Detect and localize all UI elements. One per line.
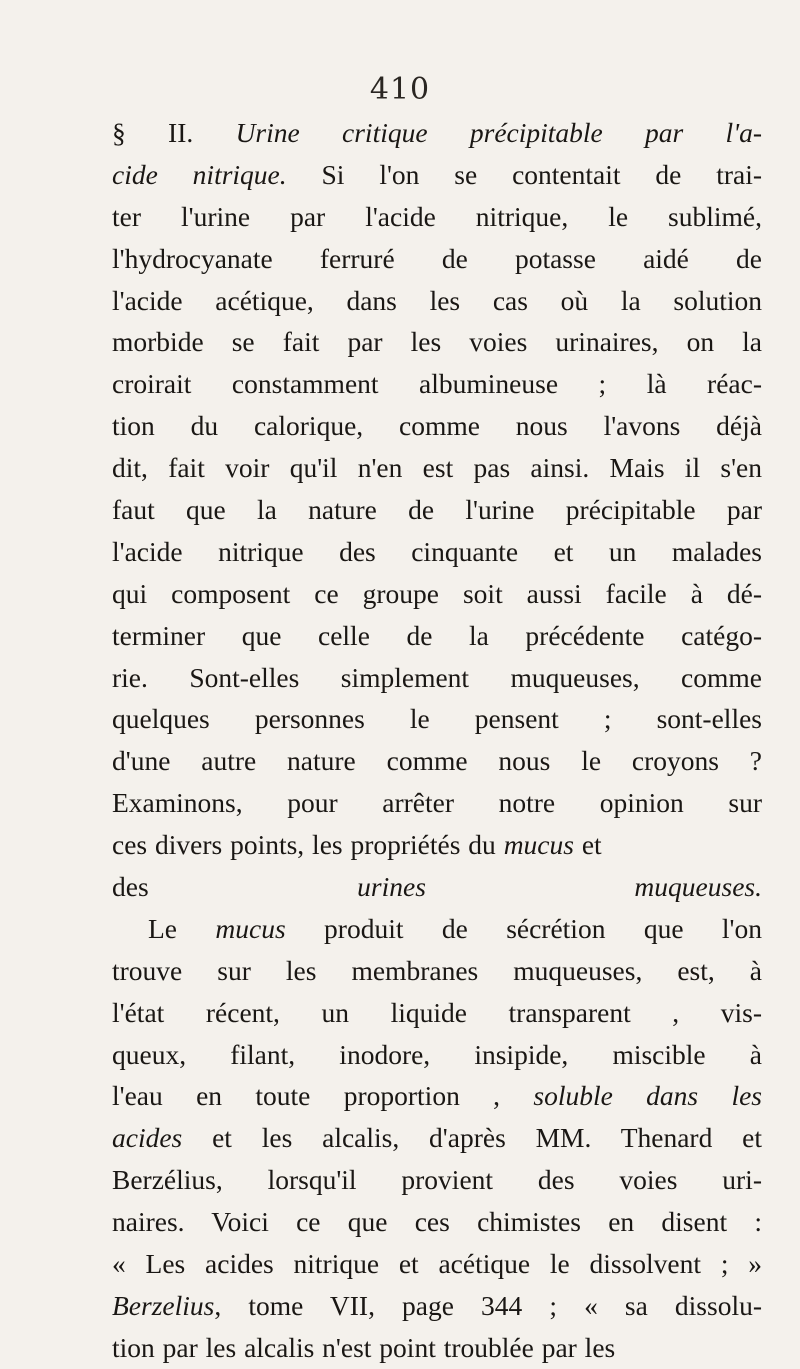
text-run: qui composent ce groupe soit aussi facile à dé- (112, 577, 762, 609)
text-run: ces divers points, les propriétés du (112, 829, 504, 861)
italic-run: acides (112, 1122, 183, 1154)
text-run: d'une autre nature comme nous le croyons ? (112, 745, 762, 777)
text-line (112, 489, 762, 531)
text-run: quelques personnes le pensent ; sont-elles (112, 703, 762, 735)
text-run: tion par les alcalis n'est point troublée par les (112, 1331, 616, 1363)
text-run: faut que la nature de l'urine précipitable par (112, 494, 762, 526)
text-line (112, 992, 762, 1034)
text-run: l'hydrocyanate ferruré de potasse aidé de (112, 242, 762, 274)
text-line (112, 196, 762, 238)
text-line (112, 1285, 762, 1327)
text-run: l'acide acétique, dans les cas où la solution (112, 284, 762, 316)
text-run: morbide se fait par les voies urinaires, on la (112, 326, 762, 358)
text-line (112, 615, 762, 657)
italic-run: urines muqueuses. (357, 871, 762, 903)
text-run: des (112, 871, 358, 903)
text-run: ter l'urine par l'acide nitrique, le sublimé, (112, 200, 762, 232)
text-run: dit, fait voir qu'il n'en est pas ainsi. Mais il s'en (112, 452, 762, 484)
text-run: trouve sur les membranes muqueuses, est, à (112, 954, 762, 986)
text-run: rie. Sont-elles simplement muqueuses, comme (112, 661, 762, 693)
text-line (112, 1117, 762, 1159)
text-run: et les alcalis, d'après MM. Thenard et (182, 1122, 762, 1154)
text-run: terminer que celle de la précédente catégo- (112, 619, 762, 651)
text-run: § II. (112, 117, 236, 148)
text-line (112, 573, 762, 615)
text-line (112, 112, 762, 154)
text-line (112, 447, 762, 489)
text-line (112, 405, 762, 447)
text-line (112, 1327, 762, 1369)
text-run: et (573, 829, 602, 861)
text-line (112, 950, 762, 992)
text-run: l'eau en toute proportion , (112, 1080, 534, 1112)
italic-run: soluble dans les (533, 1080, 762, 1112)
text-run: Berzélius, lorsqu'il provient des voies uri- (112, 1164, 762, 1196)
italic-run: cide nitrique. (112, 158, 287, 190)
text-run: produit de sécrétion que l'on (285, 912, 762, 944)
page-number: 410 (369, 72, 431, 107)
italic-run: Urine critique précipitable par l'a- (235, 117, 762, 148)
text-line (112, 740, 762, 782)
italic-run: Berzelius (112, 1289, 215, 1321)
text-run: l'état récent, un liquide transparent , vis- (112, 996, 762, 1028)
text-run: tion du calorique, comme nous l'avons déjà (112, 410, 762, 442)
text-run: Le (148, 912, 216, 944)
text-line (112, 1075, 762, 1117)
text-line (112, 363, 762, 405)
text-line (112, 908, 762, 950)
text-run: Examinons, pour arrêter notre opinion sur (112, 787, 762, 819)
text-run: , tome VII, page 344 ; « sa dissolu- (214, 1289, 762, 1321)
text-line (112, 1201, 762, 1243)
text-run: naires. Voici ce que ces chimistes en disent : (112, 1206, 762, 1238)
text-line (112, 657, 762, 699)
text-line (112, 321, 762, 363)
text-line (112, 154, 762, 196)
text-run: queux, filant, inodore, insipide, miscible à (112, 1038, 762, 1070)
text-line (112, 1034, 762, 1076)
text-line (112, 782, 762, 824)
text-line (112, 1159, 762, 1201)
text-run: Si l'on se contentait de trai- (286, 158, 763, 190)
text-line (112, 531, 762, 573)
text-line (112, 698, 762, 740)
text-line (112, 824, 762, 866)
text-line (112, 280, 762, 322)
italic-run: mucus (503, 829, 574, 861)
italic-run: mucus (215, 912, 286, 944)
text-line (112, 238, 762, 280)
text-line (112, 866, 762, 908)
text-run: l'acide nitrique des cinquante et un malades (112, 535, 762, 567)
text-line (112, 1243, 762, 1285)
text-run: croirait constamment albumineuse ; là réac- (112, 368, 762, 400)
body-text (112, 112, 762, 1369)
text-run: « Les acides nitrique et acétique le dissolvent ; » (112, 1248, 762, 1280)
